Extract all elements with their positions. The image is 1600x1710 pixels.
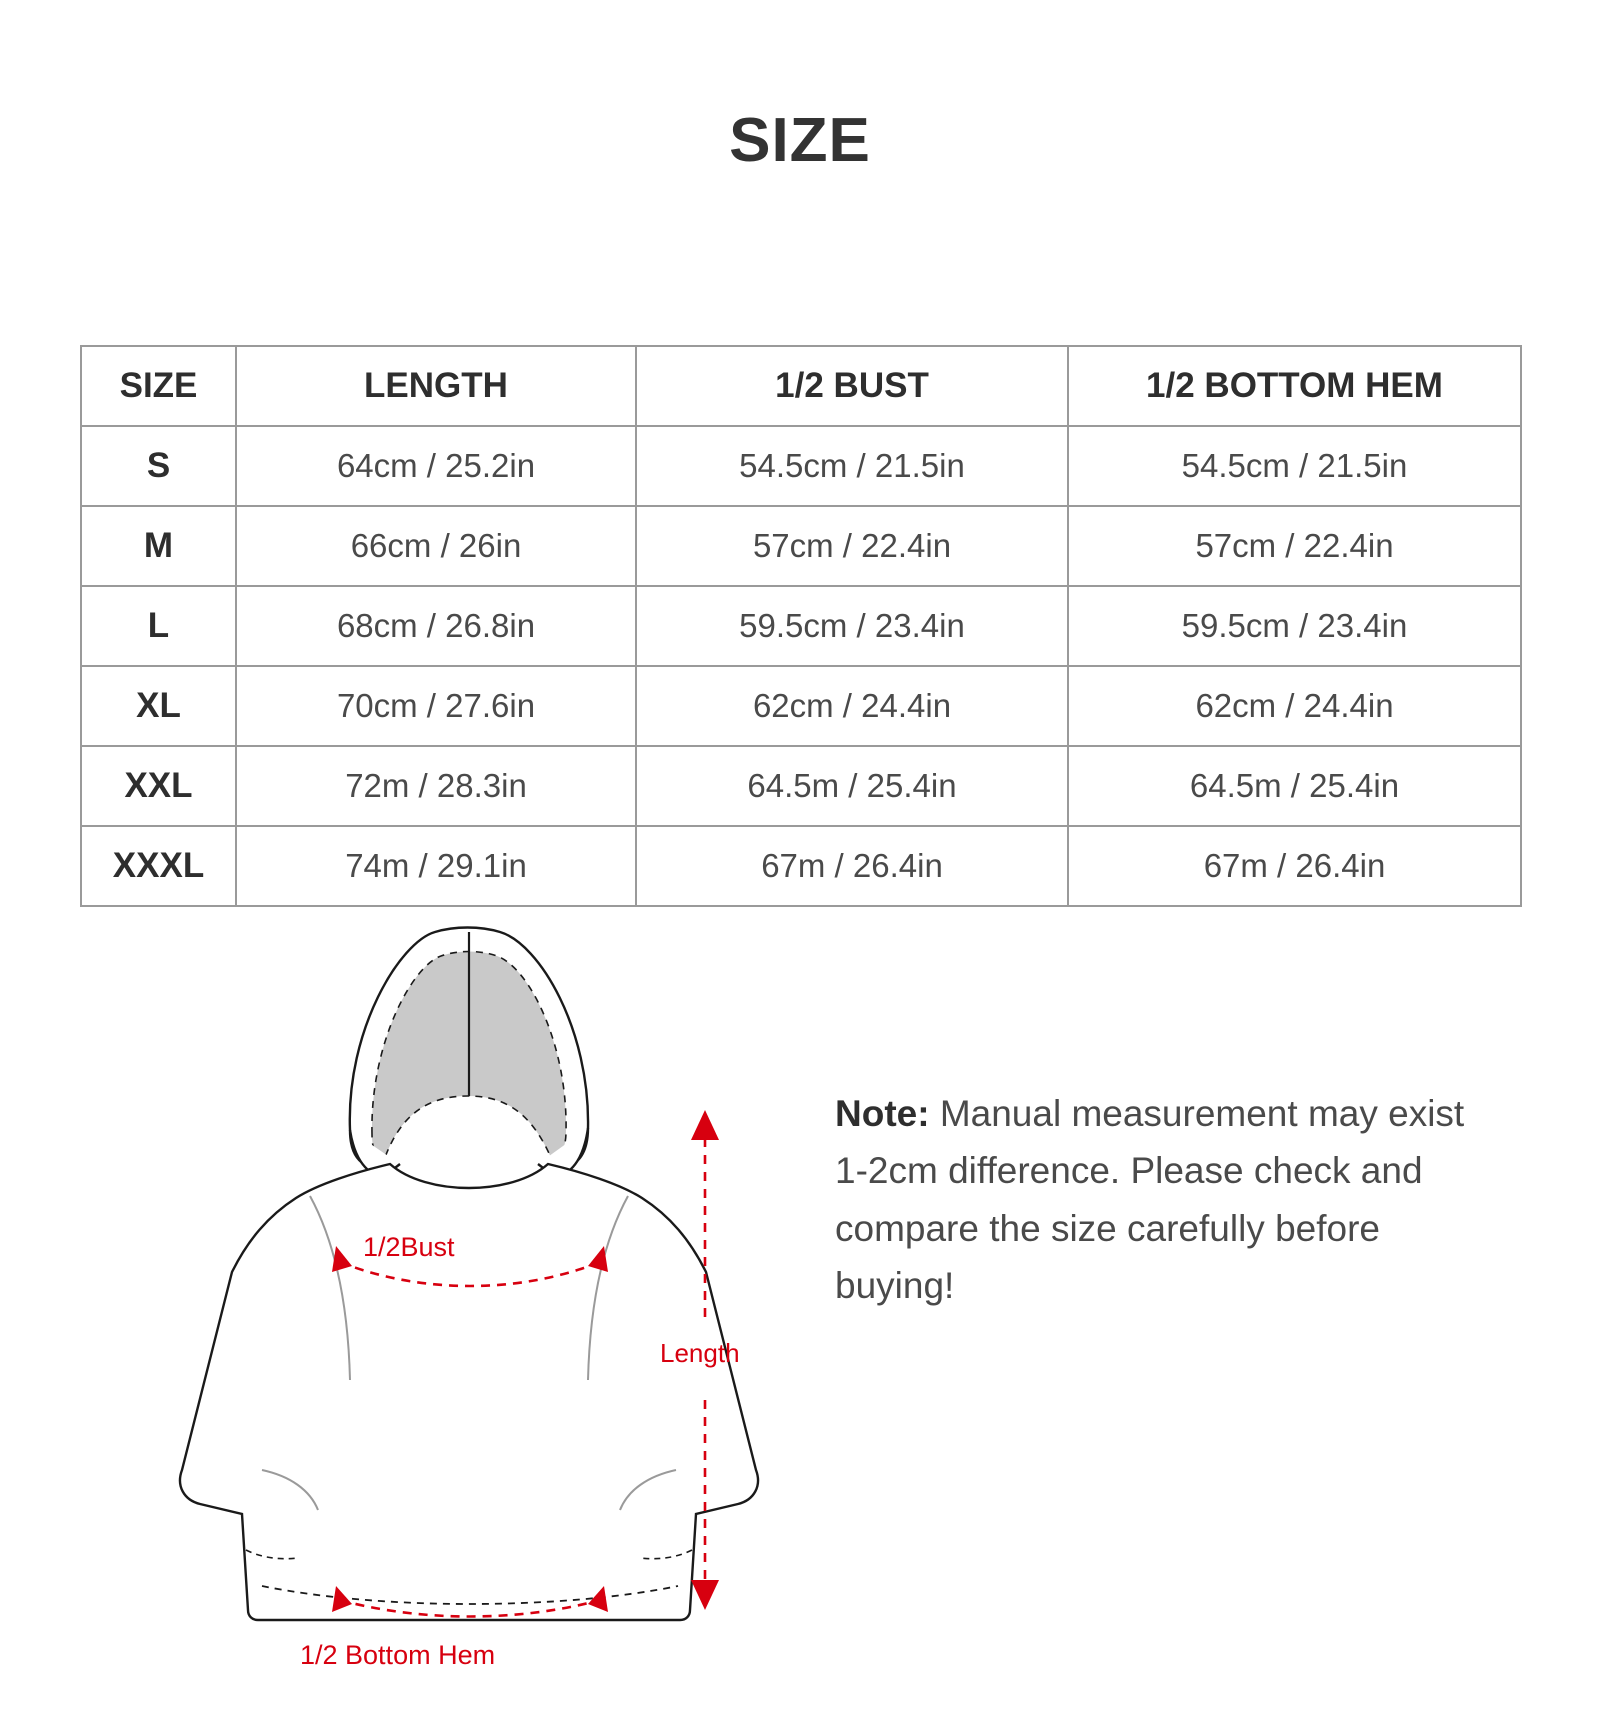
arrow-head-top bbox=[691, 1110, 719, 1140]
cell-hem: 59.5cm / 23.4in bbox=[1068, 586, 1521, 666]
size-table-container bbox=[80, 345, 1520, 907]
cell-bust: 59.5cm / 23.4in bbox=[636, 586, 1068, 666]
table-row bbox=[81, 426, 1521, 506]
cell-size: XXL bbox=[81, 746, 236, 826]
column-header-size: SIZE bbox=[81, 346, 236, 426]
column-header-bust: 1/2 BUST bbox=[636, 346, 1068, 426]
table-row bbox=[81, 826, 1521, 906]
cell-bust: 62cm / 24.4in bbox=[636, 666, 1068, 746]
column-header-hem: 1/2 BOTTOM HEM bbox=[1068, 346, 1521, 426]
cell-bust: 64.5m / 25.4in bbox=[636, 746, 1068, 826]
bust-measure-label: 1/2Bust bbox=[363, 1232, 455, 1262]
cell-size: M bbox=[81, 506, 236, 586]
arrow-head-bottom bbox=[691, 1580, 719, 1610]
cell-length: 66cm / 26in bbox=[236, 506, 636, 586]
table-row bbox=[81, 506, 1521, 586]
table-row bbox=[81, 586, 1521, 666]
column-header-length: LENGTH bbox=[236, 346, 636, 426]
cell-size: L bbox=[81, 586, 236, 666]
table-row bbox=[81, 746, 1521, 826]
note-label: Note: bbox=[835, 1093, 930, 1134]
cell-hem: 57cm / 22.4in bbox=[1068, 506, 1521, 586]
cell-bust: 54.5cm / 21.5in bbox=[636, 426, 1068, 506]
cell-bust: 57cm / 22.4in bbox=[636, 506, 1068, 586]
cell-size: XL bbox=[81, 666, 236, 746]
cell-hem: 54.5cm / 21.5in bbox=[1068, 426, 1521, 506]
cell-length: 70cm / 27.6in bbox=[236, 666, 636, 746]
cell-bust: 67m / 26.4in bbox=[636, 826, 1068, 906]
cell-hem: 64.5m / 25.4in bbox=[1068, 746, 1521, 826]
cell-size: S bbox=[81, 426, 236, 506]
note-text: Manual measurement may exist 1-2cm difference. Please check and compare the size carefully before buying! bbox=[835, 1093, 1465, 1307]
hem-measure-label: 1/2 Bottom Hem bbox=[300, 1640, 496, 1670]
cell-size: XXXL bbox=[81, 826, 236, 906]
table-row bbox=[81, 666, 1521, 746]
cell-length: 68cm / 26.8in bbox=[236, 586, 636, 666]
cell-length: 64cm / 25.2in bbox=[236, 426, 636, 506]
cell-hem: 62cm / 24.4in bbox=[1068, 666, 1521, 746]
cell-length: 72m / 28.3in bbox=[236, 746, 636, 826]
table-header-row bbox=[81, 346, 1521, 426]
size-chart-table bbox=[80, 345, 1522, 907]
cell-length: 74m / 29.1in bbox=[236, 826, 636, 906]
cell-hem: 67m / 26.4in bbox=[1068, 826, 1521, 906]
note-block bbox=[835, 1085, 1475, 1314]
length-measure-label: Length bbox=[660, 1338, 740, 1368]
page-title: SIZE bbox=[729, 106, 871, 175]
